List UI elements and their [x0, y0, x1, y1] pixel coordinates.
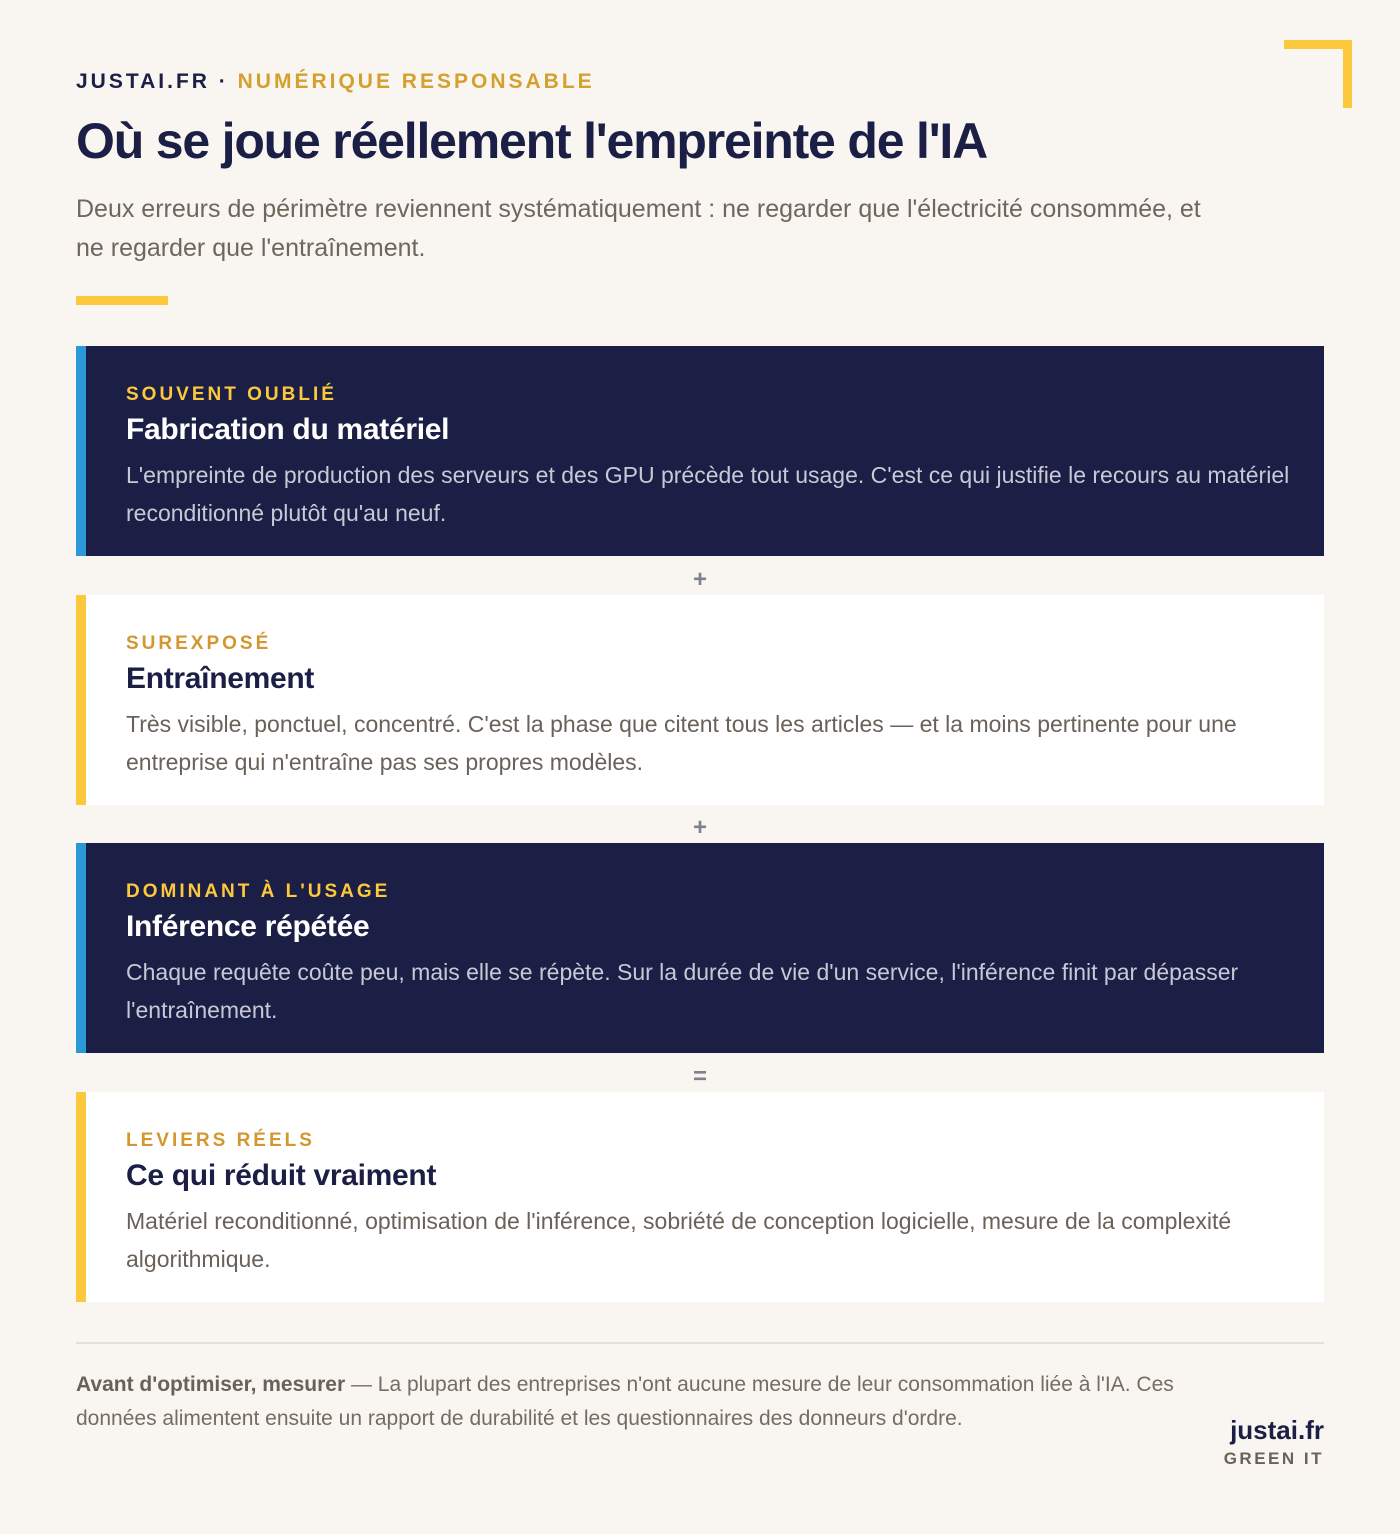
- plus-operator: +: [692, 566, 707, 593]
- eyebrow-separator: ·: [209, 70, 238, 93]
- eyebrow: [76, 70, 595, 94]
- footer-brand: [1224, 1414, 1324, 1472]
- equals-operator: =: [692, 1063, 707, 1090]
- footer-note-text: — La plupart des entreprises n'ont aucune mesure de leur consommation liée à l'IA. Ces données alimentent ensuite un rapport de durabilité et les questionnaires des donneurs d'ordre.: [76, 1373, 1174, 1430]
- footer-divider: [76, 1342, 1324, 1344]
- footer-note-lead: Avant d'optimiser, mesurer: [76, 1373, 346, 1396]
- card-tag: SOUVENT OUBLIÉ: [126, 384, 337, 405]
- eyebrow-brand: JUSTAI.FR: [76, 70, 210, 93]
- page-subtitle: Deux erreurs de périmètre reviennent systématiquement : ne regarder que l'électricité consommée, et ne regarder que l'entraînement.: [76, 195, 1201, 262]
- card-body: Chaque requête coûte peu, mais elle se répète. Sur la durée de vie d'un service, l'inférence finit par dépasser l'entraînement.: [126, 959, 1239, 1023]
- footer-note: [76, 1368, 1176, 1436]
- card-fabrication: [76, 346, 1324, 556]
- accent-rule: [76, 296, 168, 305]
- card-tag: DOMINANT À L'USAGE: [126, 881, 391, 902]
- footer-site-sub: GREEN IT: [1223, 1449, 1324, 1468]
- footer-site: justai.fr: [1230, 1415, 1324, 1445]
- card-heading: Ce qui réduit vraiment: [126, 1159, 437, 1192]
- card-body: Très visible, ponctuel, concentré. C'est la phase que citent tous les articles — et la moins pertinente pour une entreprise qui n'entraîne pas ses propres modèles.: [126, 711, 1237, 775]
- card-inference: [76, 843, 1324, 1053]
- card-tag: LEVIERS RÉELS: [126, 1130, 315, 1151]
- card-leviers: [76, 1092, 1324, 1302]
- page-title: Où se joue réellement l'empreinte de l'IA: [76, 113, 987, 169]
- eyebrow-topic: NUMÉRIQUE RESPONSABLE: [237, 70, 595, 93]
- card-body: Matériel reconditionné, optimisation de l'inférence, sobriété de conception logicielle, mesure de la complexité algorithmique.: [126, 1208, 1232, 1272]
- card-heading: Inférence répétée: [126, 910, 370, 943]
- card-heading: Fabrication du matériel: [126, 413, 450, 446]
- card-heading: Entraînement: [126, 662, 315, 695]
- card-tag: SUREXPOSÉ: [126, 633, 272, 654]
- plus-operator: +: [692, 814, 707, 841]
- card-body: L'empreinte de production des serveurs et des GPU précède tout usage. C'est ce qui justifie le recours au matériel reconditionné plutôt qu'au neuf.: [126, 462, 1290, 526]
- corner-decoration: [1284, 40, 1352, 108]
- card-entrainement: [76, 595, 1324, 805]
